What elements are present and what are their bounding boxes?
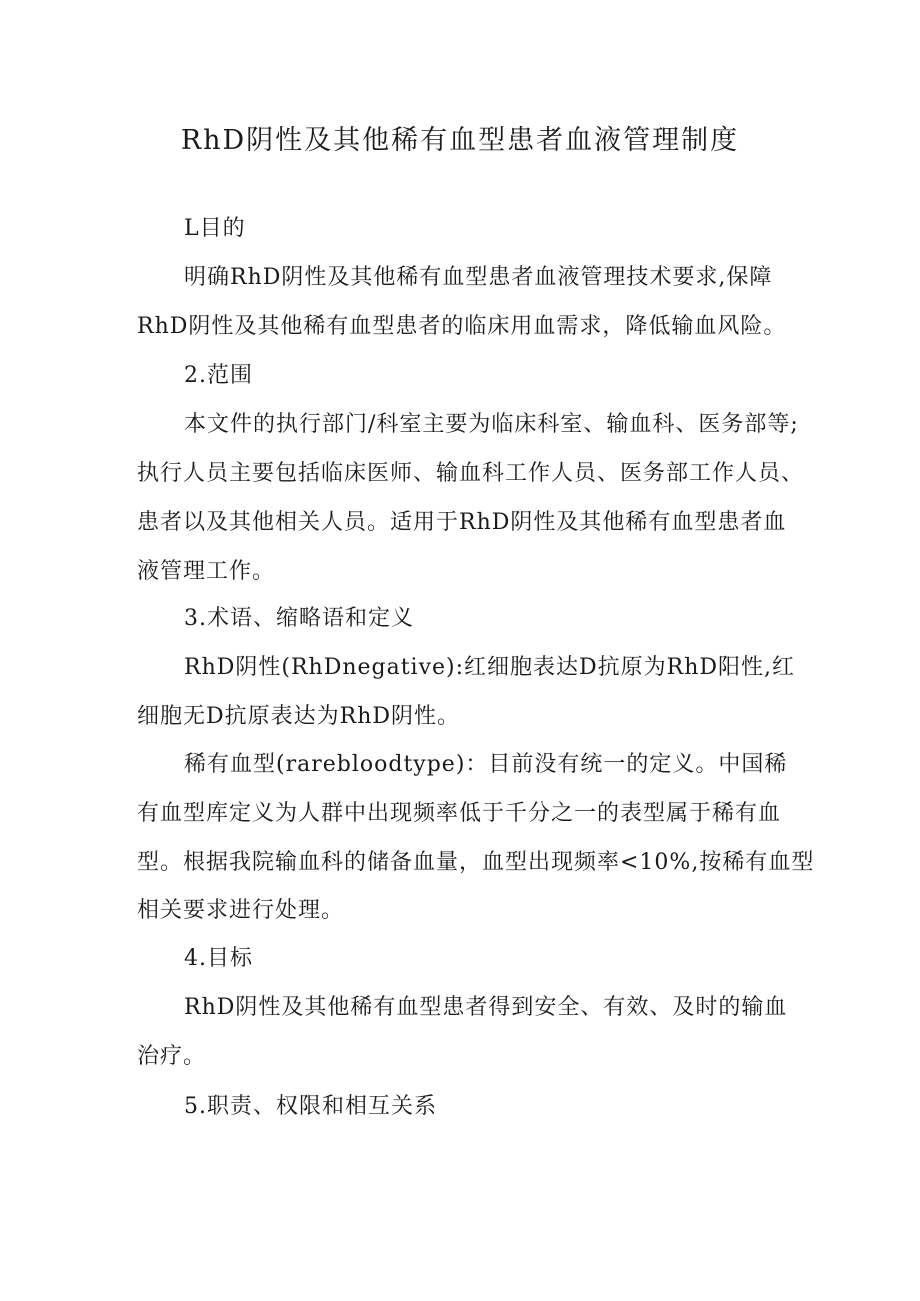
paragraph-line: RhD阴性(RhDnegative):红细胞表达D抗原为RhD阳性,红 bbox=[184, 655, 796, 680]
document-title: RhD阴性及其他稀有血型患者血液管理制度 bbox=[180, 125, 740, 156]
paragraph-line: 治疗。 bbox=[137, 1044, 207, 1069]
section-heading-responsibilities: 5.职责、权限和相互关系 bbox=[184, 1094, 437, 1119]
paragraph-line: 执行人员主要包括临床医师、输血科工作人员、医务部工作人员、 bbox=[137, 461, 805, 486]
paragraph-line: 有血型库定义为人群中出现频率低于千分之一的表型属于稀有血 bbox=[137, 801, 782, 826]
section-heading-purpose: L目的 bbox=[184, 216, 246, 241]
paragraph-line: 细胞无D抗原表达为RhD阴性。 bbox=[137, 704, 461, 729]
section-heading-goal: 4.目标 bbox=[184, 946, 253, 971]
paragraph-line: 患者以及其他相关人员。适用于RhD阴性及其他稀有血型患者血 bbox=[137, 510, 787, 535]
paragraph-line: RhD阴性及其他稀有血型患者的临床用血需求，降低输血风险。 bbox=[137, 314, 787, 339]
paragraph-line: 液管理工作。 bbox=[137, 559, 276, 584]
paragraph-line: RhD阴性及其他稀有血型患者得到安全、有效、及时的输血 bbox=[184, 995, 788, 1020]
paragraph-line: 相关要求进行处理。 bbox=[137, 898, 345, 923]
paragraph-line: 型。根据我院输血科的储备血量，血型出现频率<10%,按稀有血型 bbox=[137, 850, 815, 875]
paragraph-line: 稀有血型(rarebloodtype)：目前没有统一的定义。中国稀 bbox=[184, 752, 788, 777]
section-heading-scope: 2.范围 bbox=[184, 363, 253, 388]
section-heading-terms: 3.术语、缩略语和定义 bbox=[184, 606, 414, 631]
paragraph-line: 明确RhD阴性及其他稀有血型患者血液管理技术要求,保障 bbox=[184, 265, 773, 290]
paragraph-line: 本文件的执行部门/科室主要为临床科室、输血科、医务部等; bbox=[184, 412, 799, 437]
